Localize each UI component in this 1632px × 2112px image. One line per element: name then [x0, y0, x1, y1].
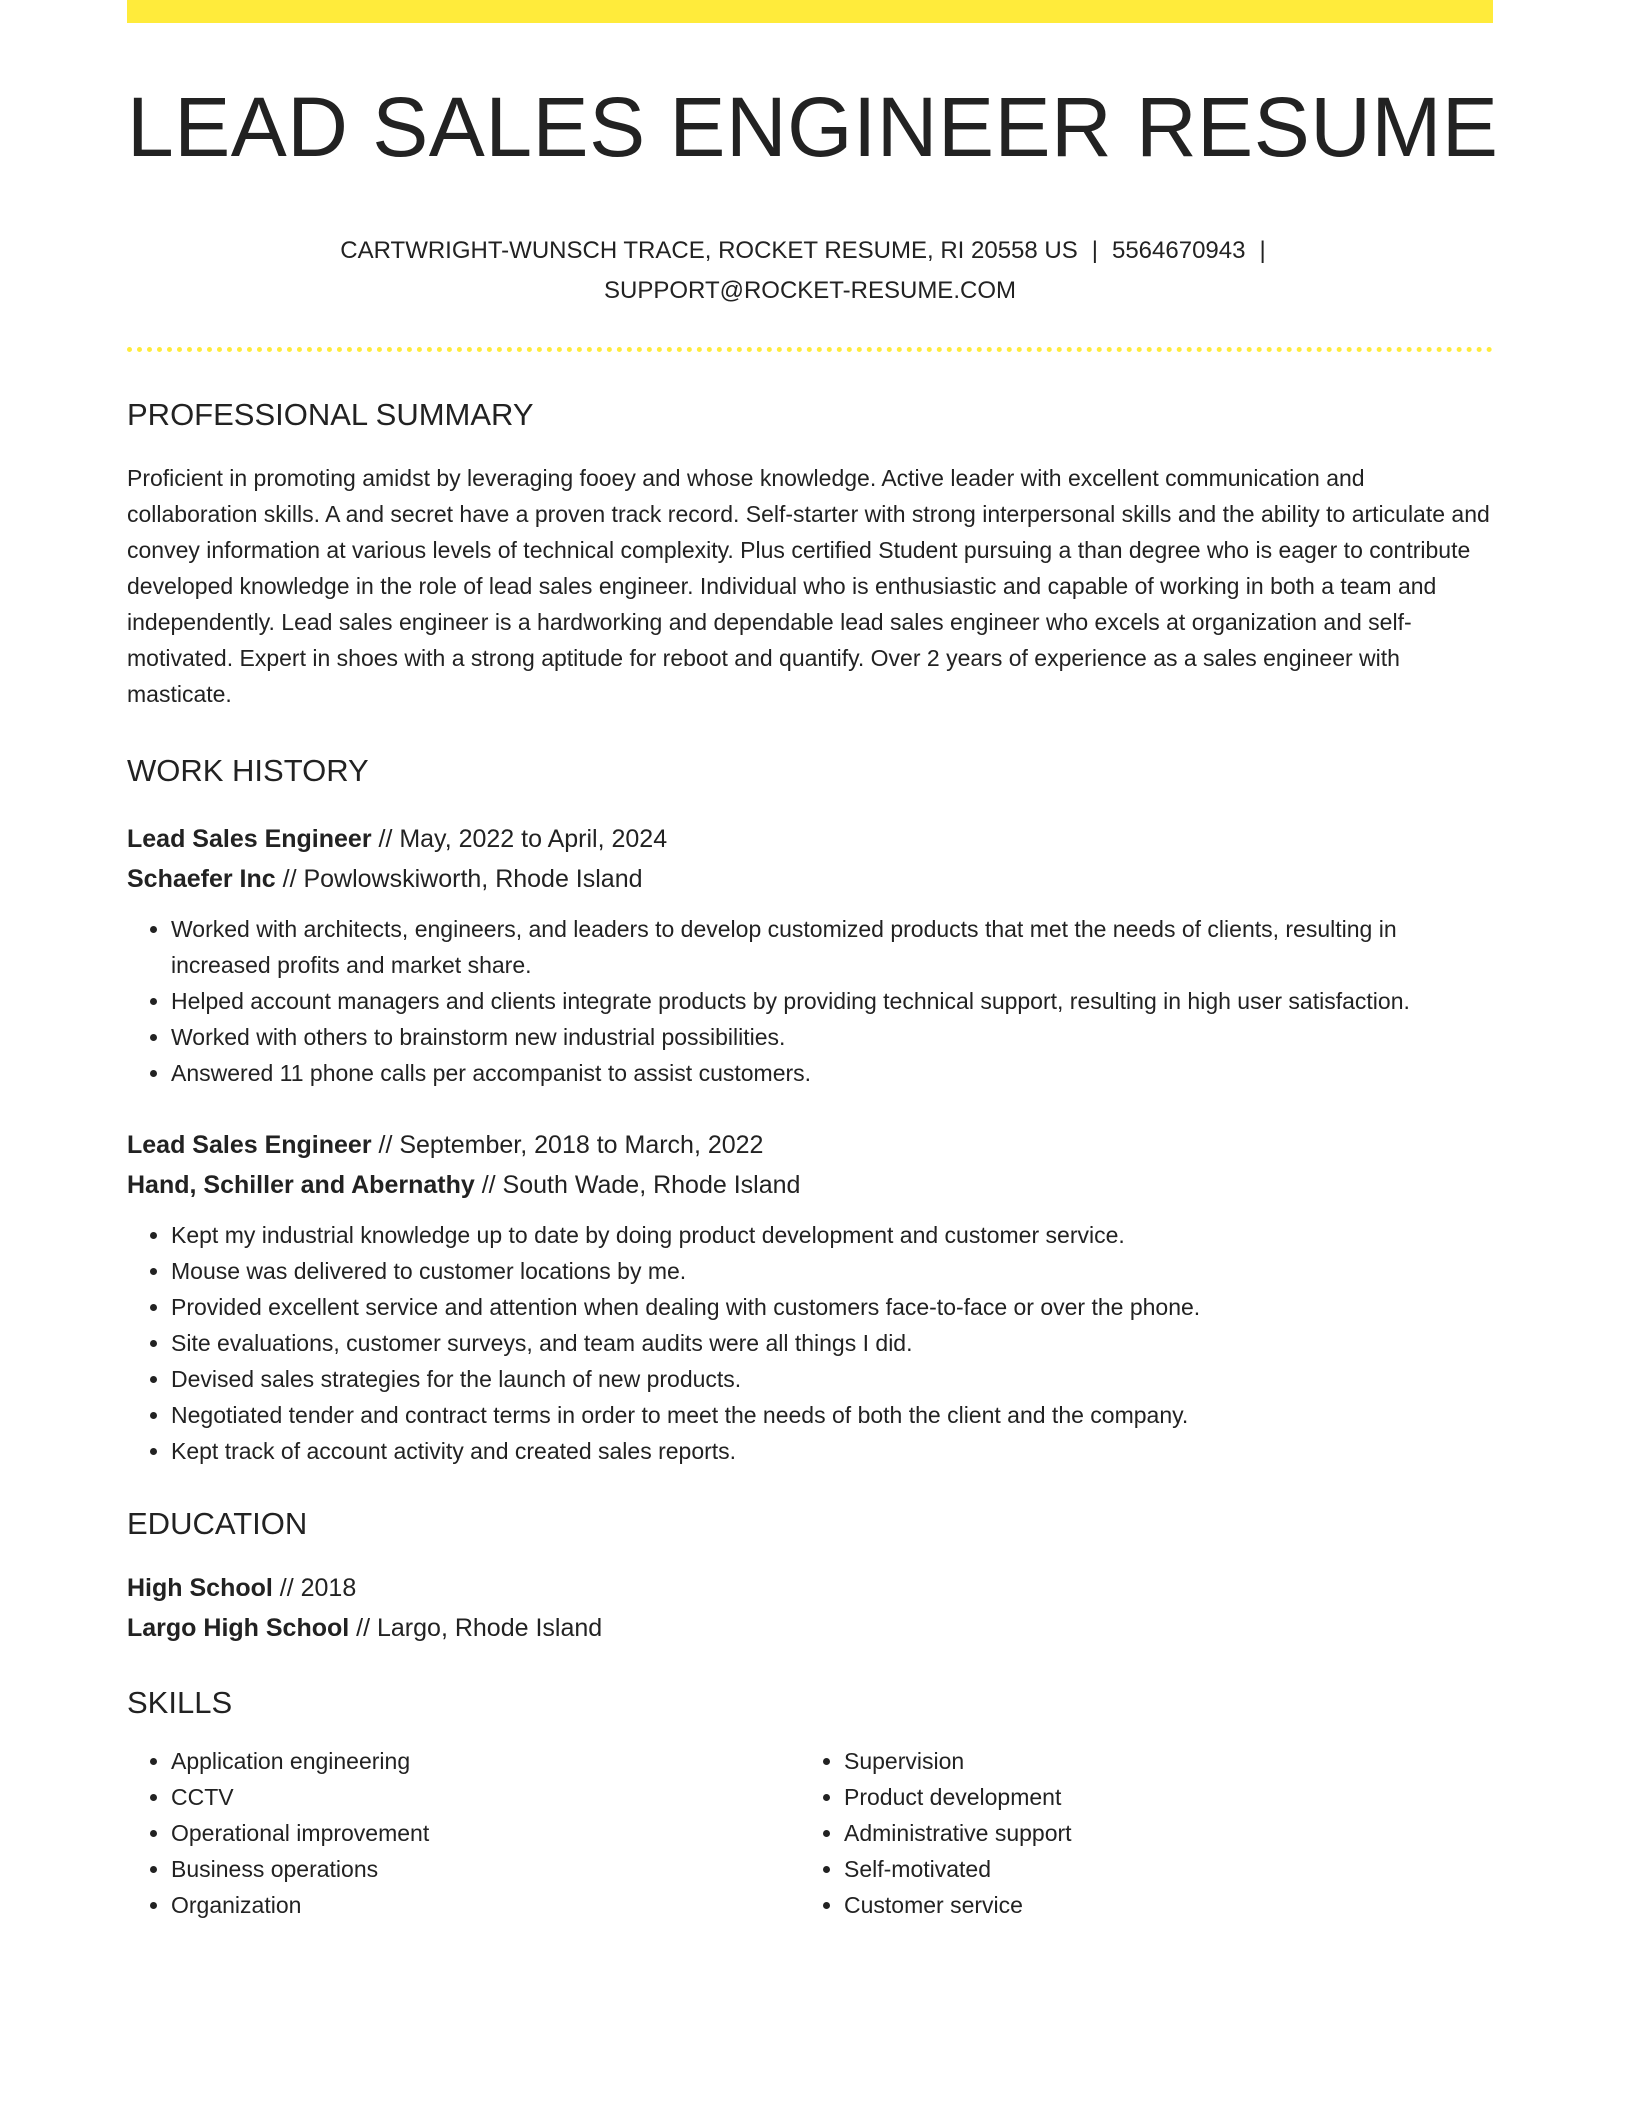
skill-item: • Supervision [844, 1743, 1473, 1779]
list-item: • Devised sales strategies for the launch of new products. [171, 1361, 1493, 1397]
dotted-divider [127, 347, 1493, 352]
contact-line-2 [127, 271, 1493, 311]
education-location: // Largo, Rhode Island [349, 1613, 603, 1642]
top-accent-bar [127, 0, 1493, 23]
list-item: • Kept track of account activity and created sales reports. [171, 1433, 1493, 1469]
skills-list-left [127, 1743, 800, 1923]
job-dates: // September, 2018 to March, 2022 [371, 1130, 764, 1159]
summary-text: Proficient in promoting amidst by leveraging fooey and whose knowledge. Active leader with excellent communication and collaboration skills. A and secret have a proven track record. Self-starter with strong interpersonal skills and the ability to articulate and convey information at various levels of technical complexity. Plus certified Student pursuing a than degree who is eager to contribute developed knowledge in the role of lead sales engineer. Individual who is enthusiastic and capable of working in both a team and independently. Lead sales engineer is a hardworking and dependable lead sales engineer who excels at organization and self-motivated. Expert in shoes with a strong aptitude for reboot and quantify. Over 2 years of experience as a sales engineer with masticate. [127, 464, 1490, 707]
contact-address: CARTWRIGHT-WUNSCH TRACE, ROCKET RESUME, RI 20558 US [340, 237, 1078, 265]
list-item: • Negotiated tender and contract terms in order to meet the needs of both the client and the company. [171, 1397, 1493, 1433]
job-location: // South Wade, Rhode Island [474, 1170, 801, 1199]
contact-separator: | [1259, 237, 1266, 265]
list-item: • Mouse was delivered to customer locations by me. [171, 1253, 1493, 1289]
skills-grid [127, 1743, 1493, 1923]
skill-item: • Administrative support [844, 1815, 1473, 1851]
skill-item: • Application engineering [171, 1743, 800, 1779]
education-year: // 2018 [272, 1573, 357, 1602]
resume-title: LEAD SALES ENGINEER RESUME [127, 80, 1499, 174]
list-item: • Kept my industrial knowledge up to date by doing product development and customer service. [171, 1217, 1493, 1253]
skills-column-right [800, 1743, 1473, 1923]
skills-heading: SKILLS [127, 1684, 233, 1720]
job-entry [127, 819, 1493, 1091]
contact-separator: | [1091, 237, 1098, 265]
education-degree: High School [127, 1573, 273, 1602]
job-bullets [127, 1217, 1493, 1469]
skill-item: • Organization [171, 1887, 800, 1923]
skill-item: • Operational improvement [171, 1815, 800, 1851]
list-item: • Answered 11 phone calls per accompanist to assist customers. [171, 1055, 1493, 1091]
education-degree-line [127, 1568, 1493, 1608]
contact-info [127, 231, 1493, 311]
job-title-line [127, 819, 1493, 859]
list-item: • Worked with others to brainstorm new industrial possibilities. [171, 1019, 1493, 1055]
job-bullets [127, 911, 1493, 1091]
job-company: Schaefer Inc [127, 864, 276, 893]
job-dates: // May, 2022 to April, 2024 [371, 824, 668, 853]
list-item: • Provided excellent service and attention when dealing with customers face-to-face or over the phone. [171, 1289, 1493, 1325]
education-entry [127, 1568, 1493, 1648]
contact-phone: 5564670943 [1111, 237, 1246, 265]
job-entry [127, 1125, 1493, 1469]
job-title: Lead Sales Engineer [127, 1130, 372, 1159]
list-item: • Helped account managers and clients integrate products by providing technical support, resulting in high user satisfaction. [171, 983, 1493, 1019]
education-school: Largo High School [127, 1613, 350, 1642]
contact-line-1 [127, 231, 1493, 271]
job-location: // Powlowskiworth, Rhode Island [275, 864, 643, 893]
contact-email: SUPPORT@ROCKET-RESUME.COM [604, 277, 1016, 305]
education-heading: EDUCATION [127, 1505, 308, 1541]
job-company: Hand, Schiller and Abernathy [127, 1170, 475, 1199]
summary-heading: PROFESSIONAL SUMMARY [127, 397, 534, 433]
job-title: Lead Sales Engineer [127, 824, 372, 853]
skill-item: • Product development [844, 1779, 1473, 1815]
job-title-line [127, 1125, 1493, 1165]
skills-column-left [127, 1743, 800, 1923]
resume-page [127, 0, 1499, 1923]
skill-item: • CCTV [171, 1779, 800, 1815]
job-company-line [127, 859, 1493, 899]
work-history-heading: WORK HISTORY [127, 752, 369, 788]
list-item: • Worked with architects, engineers, and leaders to develop customized products that met the needs of clients, resulting in increased profits and market share. [171, 911, 1493, 983]
education-school-line [127, 1608, 1493, 1648]
skill-item: • Business operations [171, 1851, 800, 1887]
skills-list-right [800, 1743, 1473, 1923]
skill-item: • Self-motivated [844, 1851, 1473, 1887]
skill-item: • Customer service [844, 1887, 1473, 1923]
list-item: • Site evaluations, customer surveys, and team audits were all things I did. [171, 1325, 1493, 1361]
job-company-line [127, 1165, 1493, 1205]
